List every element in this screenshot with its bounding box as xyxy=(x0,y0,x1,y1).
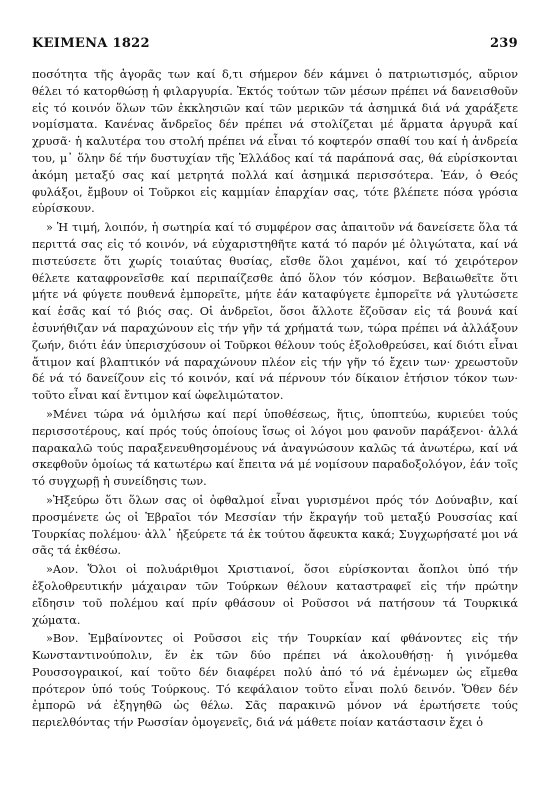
page-header xyxy=(32,36,518,51)
paragraph: ποσότητα τῆς ἀγορᾶς των καί δ,τι σήμερον δέν κάμνει ὁ πατριωτισμός, αὔριον θέλει τό κατορθώσῃ ἡ φιλαργυρία. Ἐκτός τούτων τῶν μέσων πρέπει νά δανεισθοῦν εἰς τό κοινόν ὅλων τῶν ἐκκλησιῶν καί τῶν μερικῶν τά ἀσημικά διά νά χαράξετε νομίσματα. Κανένας ἄνδρεῖος δέν πρέπει νά στολίζεται μέ ἅρματα ἀργυρᾶ καί χρυσᾶ· ἡ καλυτέρα του στολή πρέπει νά εἶναι τό κοφτερόν σπαθί του καί ἡ ἀνδρεία του, μ᾽ ὅλην δέ τήν δυστυχίαν τῆς Ἑλλάδος καί τά παράπονά σας, θά εὑρίσκονται ἀκόμη μεταξύ σας καί μετρητά πολλά καί ἀσημικά περισσότερα. Ἐάν, ὁ Θεός φυλάξοι, ἔμβουν οἱ Τοῦρκοι εἰς καμμίαν ἐπαρχίαν σας, τότε βλέπετε πόσα γρόσια εὑρίσκουν. xyxy=(32,68,518,216)
page-number: 239 xyxy=(489,36,518,51)
paragraph: » Ἡ τιμή, λοιπόν, ἡ σωτηρία καί τό συμφέρον σας ἀπαιτοῦν νά δανείσετε ὅλα τά περιττά σας εἰς τό κοινόν, νά εὐχαριστηθῆτε κατά τό παρόν μέ ὀλιγώτατα, καί νά πιστεύσετε ὅτι χωρίς τοιαύτας θυσίας, εἴσθε ὅλοι χαμένοι, καί τό χειρότερον θέλετε καταφρονεῖσθε καί περιπαίζεσθε ἀπό ὅλον τόν κόσμον. Βεβαιωθεῖτε ὅτι μήτε νά φύγετε πουθενά ἐμπορεῖτε, μήτε ἐάν καταφύγετε ἐμπορεῖτε νά γλυτώσετε καί ἐσᾶς καί τό βιός σας. Οἱ ἀνδρεῖοι, ὅσοι ἄλλοτε ἔζοῦσαν εἰς τά βουνά καί ἐσυνήθιζαν νά παραχώνουν εἰς τήν γῆν τά χρήματά των, τώρα πρέπει νά ἀλλάξουν ζωήν, διότι ἐάν ὑπερισχύσουν οἱ Τοῦρκοι θέλουν τούς ἐξολοθρεύσει, καί διότι εἶναι ἄτιμον καί βλαπτικόν νά παραχώνουν πλέον εἰς τήν γῆν τό ἔχειν των· χρεωστοῦν δέ νά τό δανείζουν εἰς τό κοινόν, καί νά πέρνουν τόν δίκαιον ἐτήσιον τόκον των· τοῦτο εἶναι καί ἔντιμον καί ὠφελιμώτατον. xyxy=(32,221,518,403)
paragraph: »Αον. Ὅλοι οἱ πολυάριθμοι Χριστιανοί, ὅσοι εὑρίσκονται ἄοπλοι ὑπό τήν ἐξολοθρευτικήν μάχαιραν τῶν Τούρκων θέλουν καταστραφεῖ εἰς τήν πρώτην εἴδησιν τοῦ πολέμου καί πρίν φθάσουν οἱ Ροῦσσοι νά πατήσουν τά Τουρκικά χώματα. xyxy=(32,563,518,627)
paragraph: »Ἠξεύρω ὅτι ὅλων σας οἱ ὀφθαλμοί εἶναι γυρισμένοι πρός τόν Δούναβιν, καί προσμένετε ὡς οἱ Ἑβραῖοι τόν Μεσσίαν τήν ἔκραγήν τοῦ μεταξύ Ρουσσίας καί Τουρκίας πολέμου· ἀλλ᾽ ἠξεύρετε τά ἐκ τούτου ἄφευκτα κακά; Συγχωρήσατέ μοι νά σᾶς τά ἐκθέσω. xyxy=(32,493,518,558)
paragraph: »Μένει τώρα νά ὁμιλήσω καί περί ὑποθέσεως, ἥτις, ὑποπτεύω, κυριεύει τούς περισσοτέρους, καί πρός τούς ὁποίους ἴσως οἱ λόγοι μου φανοῦν παράξενοι· ἀλλά παρακαλῶ τούς παραξενευθησομένους νά ἀναγνώσουν καλῶς τά ἀνωτέρω, καί νά σκεφθοῦν ὁμοίως τά κατωτέρω καί ἔπειτα νά μέ νομίσουν παραδοξολόγον, ἐάν τοῖς τό συγχωρῇ ἡ συνείδησις των. xyxy=(32,407,518,489)
paragraph: »Βον. Ἐμβαίνοντες οἱ Ροῦσσοι εἰς τήν Τουρκίαν καί φθάνοντες εἰς τήν Κωνσταντινούπολιν, ἕν ἐκ τῶν δύο πρέπει νά ἀκολουθήσῃ· ἡ γινόμεθα Ρουσσογραικοί, καί τοῦτο δέν διαφέρει πολύ ἀπό τό νά ἐμένωμεν ὡς εἴμεθα πρότερον ὑπό τούς Τούρκους. Τό κεφάλαιον τοῦτο εἶναι πολύ δεινόν. Ὅθεν δέν ἐμπορῶ νά ἐξηγηθῶ ὡς θέλω. Σᾶς παρακινῶ μόνον νά ἐρωτήσετε τούς περιελθόντας τήν Ρωσσίαν ὁμογενεῖς, διά νά μάθετε ποίαν κατάστασιν ἔχει ὁ xyxy=(32,632,518,730)
running-title: ΚΕΙΜΕΝΑ 1822 xyxy=(32,36,150,51)
body-text xyxy=(32,67,518,732)
